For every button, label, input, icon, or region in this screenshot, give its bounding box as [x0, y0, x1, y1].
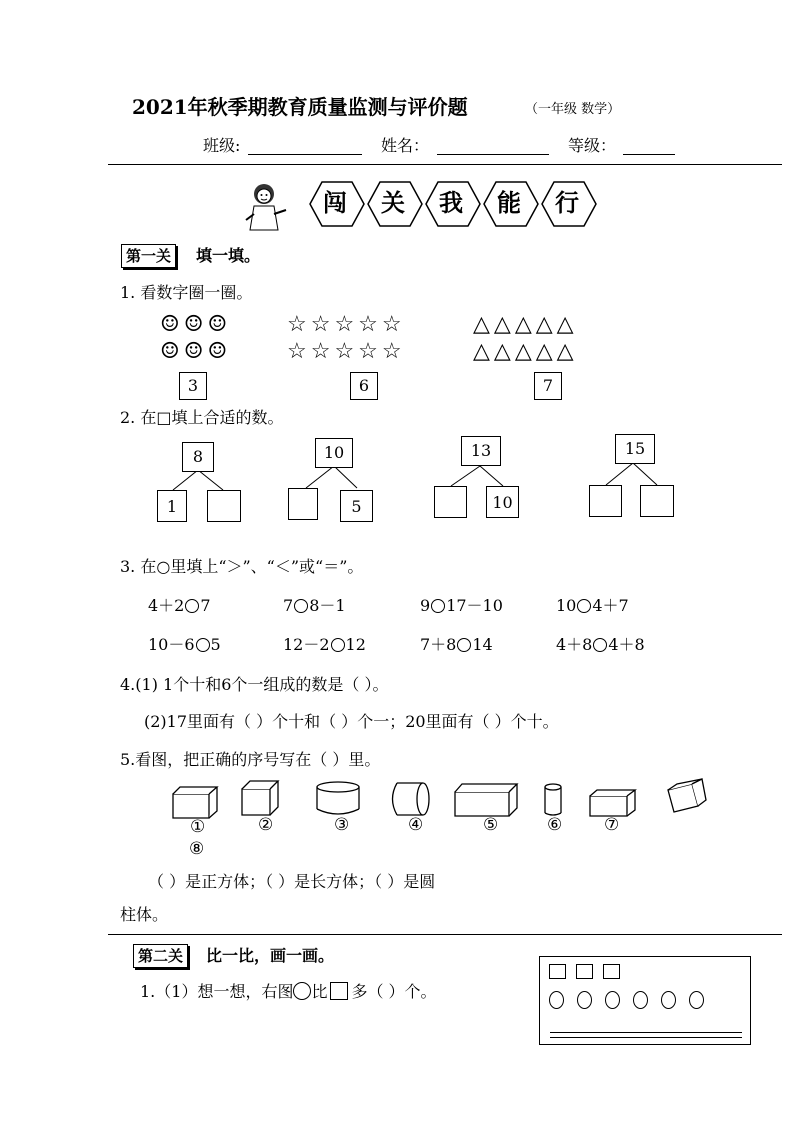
shape-label-1: ①: [190, 817, 206, 837]
star-row-1: ☆☆☆☆☆: [287, 312, 406, 337]
circle-item: [689, 991, 704, 1009]
compare-circle[interactable]: [331, 638, 345, 652]
class-label: 班级:: [203, 136, 241, 155]
q1-answer-box-2: 6: [350, 372, 378, 400]
banner-char-4: 能: [497, 188, 521, 217]
banner-char-2: 关: [381, 188, 405, 217]
compare-circle[interactable]: [593, 638, 607, 652]
class-field[interactable]: [248, 154, 362, 155]
section-divider: [108, 934, 782, 935]
triangle-row-1: △△△△△: [473, 312, 578, 337]
square-item: [603, 964, 620, 979]
number-bond-lines: [0, 0, 794, 120]
bond-1-top: 8: [182, 442, 214, 472]
q3-text: 3. 在○里填上“＞”、“＜”或“＝”。: [120, 557, 364, 576]
circle-item: [633, 991, 648, 1009]
bond-2-left[interactable]: [288, 488, 318, 520]
shape-label-5: ⑤: [483, 815, 499, 835]
q2-text: 2. 在□填上合适的数。: [120, 408, 284, 427]
header-divider: [108, 164, 782, 165]
compare-circle[interactable]: [196, 638, 210, 652]
compare-circle[interactable]: [185, 599, 199, 613]
compare-circle[interactable]: [431, 599, 445, 613]
circle-item: [605, 991, 620, 1009]
q1-answer-box-3: 7: [534, 372, 562, 400]
s2-q1: 1.（1）想一想，右图 比 多（ ）个。: [140, 982, 437, 1001]
bond-4-right[interactable]: [640, 485, 674, 517]
q5-fill-end: 柱体。: [120, 905, 169, 924]
bond-3-right: 10: [486, 486, 519, 518]
star-row-2: ☆☆☆☆☆: [287, 339, 406, 364]
compare-8: 4＋8 4＋8: [556, 635, 645, 654]
circle-item: [549, 991, 564, 1009]
section1-badge: 第一关: [121, 244, 176, 268]
compare-1: 4＋2 7: [148, 596, 211, 615]
name-field[interactable]: [437, 154, 549, 155]
compare-3: 9 17－10: [420, 596, 503, 615]
q4-line2: (2)17里面有（ ）个十和（ ）个一；20里面有（ ）个十。: [144, 712, 559, 731]
shape-label-3: ③: [334, 815, 350, 835]
grade-label: 等级：: [568, 136, 617, 155]
q1-answer-box-1: 3: [179, 372, 207, 400]
shape-label-8: ⑧: [189, 839, 205, 859]
q5-text: 5.看图，把正确的序号写在（ ）里。: [120, 750, 381, 769]
page-title: 2021年秋季期教育质量监测与评价题: [132, 95, 468, 119]
name-label: 姓名：: [381, 136, 430, 155]
compare-2: 7 8－1: [283, 596, 346, 615]
bond-2-right: 5: [340, 490, 373, 522]
section1-heading: 填一填。: [196, 246, 261, 265]
square-row: [549, 964, 630, 983]
circle-item: [661, 991, 676, 1009]
smiley-row-1: ☺☺☺: [160, 312, 232, 337]
section2-badge: 第二关: [133, 944, 188, 968]
compare-7: 7＋8 14: [420, 635, 493, 654]
page-subtitle: （一年级 数学）: [525, 102, 621, 117]
square-item: [576, 964, 593, 979]
bond-2-top: 10: [315, 438, 353, 468]
shape-label-4: ④: [408, 815, 424, 835]
answer-line-2: [550, 1037, 742, 1038]
shape-label-6: ⑥: [547, 815, 563, 835]
square-shape-icon: [330, 982, 348, 1000]
circle-item: [577, 991, 592, 1009]
compare-circle[interactable]: [294, 599, 308, 613]
shape-label-2: ②: [258, 815, 274, 835]
bond-1-right[interactable]: [207, 490, 241, 522]
bond-1-left: 1: [157, 490, 187, 522]
child-mascot-icon: [244, 180, 292, 236]
circle-shape-icon: [293, 982, 311, 1000]
bond-3-top: 13: [461, 436, 501, 466]
compare-5: 10－6 5: [148, 635, 221, 654]
q4-line1: 4.(1) 1个十和6个一组成的数是（ ）。: [120, 675, 389, 694]
q5-fill: （ ）是正方体；（ ）是长方体；（ ）是圆: [148, 872, 436, 891]
shape-label-7: ⑦: [604, 815, 620, 835]
section2-heading: 比一比，画一画。: [206, 946, 335, 965]
answer-line: [550, 1032, 742, 1033]
banner-char-3: 我: [439, 188, 463, 217]
smiley-row-2: ☺☺☺: [160, 339, 232, 364]
square-item: [549, 964, 566, 979]
compare-figure-box: [539, 956, 751, 1045]
bond-3-left[interactable]: [434, 486, 467, 518]
bond-4-left[interactable]: [589, 485, 622, 517]
circle-row: [549, 991, 717, 1013]
bond-4-top: 15: [615, 434, 655, 464]
compare-4: 10 4＋7: [556, 596, 629, 615]
compare-circle[interactable]: [577, 599, 591, 613]
compare-6: 12－2 12: [283, 635, 366, 654]
banner-char-1: 闯: [323, 188, 347, 217]
grade-field[interactable]: [623, 154, 675, 155]
triangle-row-2: △△△△△: [473, 339, 578, 364]
solid-shapes: [0, 775, 794, 845]
banner-char-5: 行: [555, 188, 579, 217]
compare-circle[interactable]: [457, 638, 471, 652]
q1-text: 1. 看数字圈一圈。: [120, 283, 253, 302]
